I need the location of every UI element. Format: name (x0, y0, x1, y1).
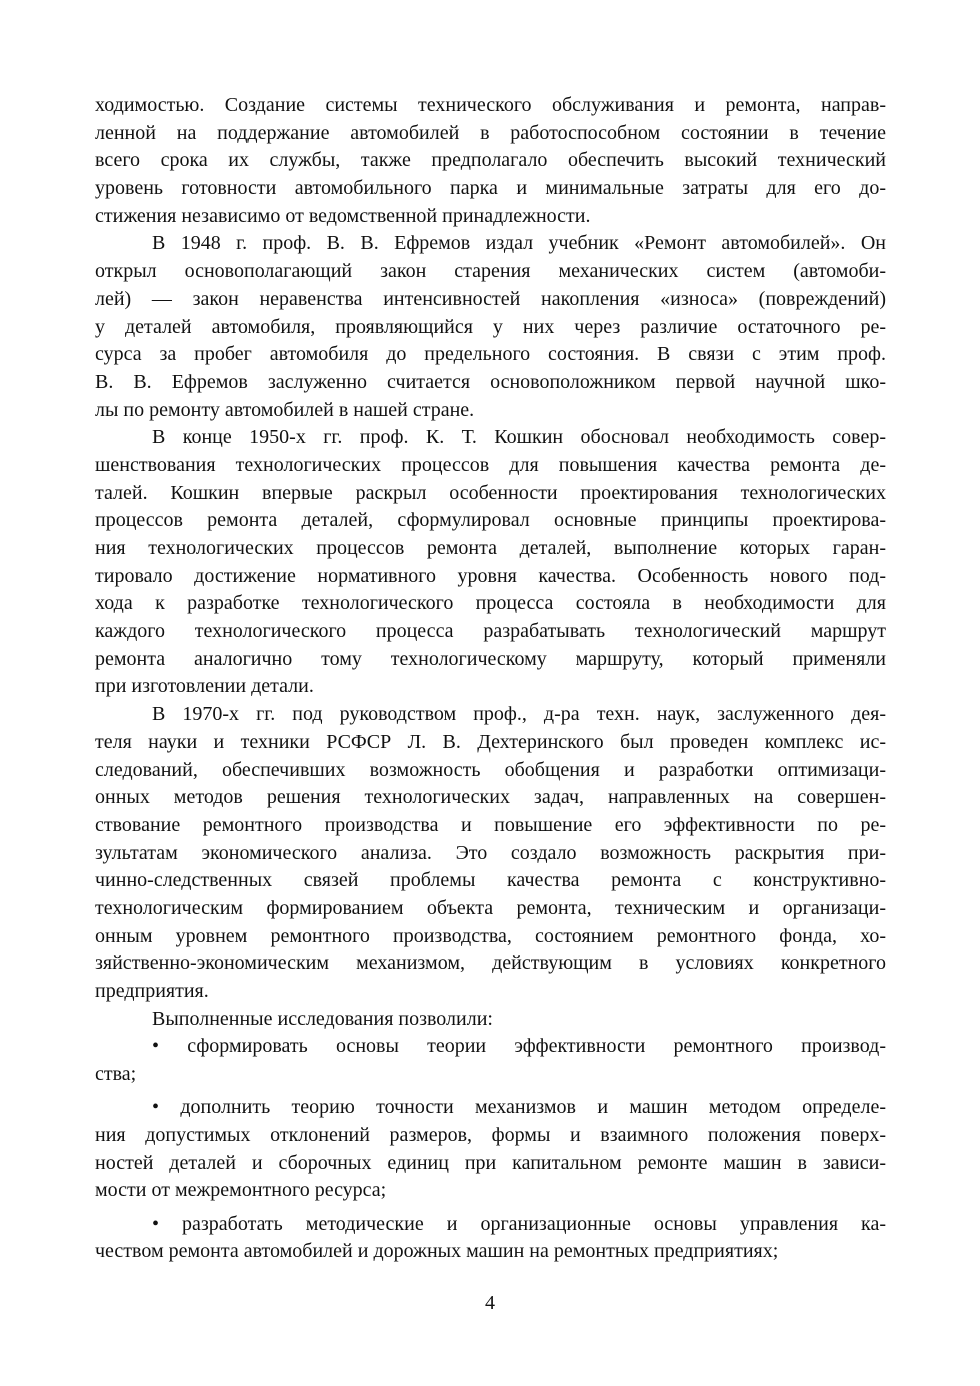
page-number: 4 (485, 1292, 495, 1314)
text-line: ния технологических процессов ремонта деталей, выполнение которых гаран- (95, 537, 886, 559)
text-line: предприятия. (95, 980, 209, 1002)
text-line: технологическим формированием объекта ремонта, техническим и организаци- (95, 896, 886, 919)
paragraph (95, 1211, 886, 1266)
text-line: хода к разработке технологического процесса состояла в необходимости для (95, 592, 886, 615)
text-line: теля науки и техники РСФСР Л. В. Дехтеринского был проведен комплекс ис- (95, 730, 886, 753)
paragraph (95, 1094, 886, 1205)
text-line: Выполненные исследования позволили: (152, 1007, 493, 1030)
text-line: сурса за пробег автомобиля до предельного состояния. В связи с этим проф. (95, 343, 886, 366)
text-line: чинно-следственных связей проблемы качества ремонта с конструктивно- (95, 869, 886, 892)
text-line: у деталей автомобиля, проявляющийся у них через различие остаточного ре- (95, 315, 886, 338)
text-line: • разработать методические и организационные основы управления ка- (152, 1212, 886, 1235)
text-line: ства; (95, 1063, 137, 1086)
text-line: ремонта аналогично тому технологическому маршруту, который применяли (95, 647, 886, 670)
text-line: ностей деталей и сборочных единиц при капитальном ремонте машин в зависи- (95, 1151, 886, 1174)
text-line: чеством ремонта автомобилей и дорожных машин на ремонтных предприятиях; (95, 1240, 779, 1263)
text-line: всего срока их службы, также предполагало обеспечить высокий технический (95, 149, 886, 172)
text-line: ленной на поддержание автомобилей в работоспособном состоянии в течение (95, 121, 886, 144)
text-line: ствование ремонтного производства и повышение его эффективности по ре- (95, 813, 886, 836)
text-line: В конце 1950-х гг. проф. К. Т. Кошкин обосновал необходимость совер- (152, 426, 886, 449)
paragraph (95, 230, 886, 424)
text-line: онным уровнем ремонтного производства, состоянием ремонтного фонда, хо- (95, 924, 886, 947)
text-line: уровень готовности автомобильного парка и минимальные затраты для его до- (95, 177, 886, 200)
paragraph (95, 424, 886, 701)
text-line: лы по ремонту автомобилей в нашей стране. (95, 398, 475, 421)
paragraph (95, 1006, 886, 1034)
text-line: В 1948 г. проф. В. В. Ефремов издал учебник «Ремонт автомобилей». Он (152, 232, 886, 255)
text-line: стижения независимо от ведомственной принадлежности. (95, 204, 591, 227)
text-line: тировало достижение нормативного уровня качества. Особенность нового под- (95, 564, 886, 587)
text-line: В. В. Ефремов заслуженно считается основоположником первой научной шко- (95, 370, 886, 393)
text-line: В 1970-х гг. под руководством проф., д-ра техн. наук, заслуженного дея- (152, 703, 886, 726)
paragraph (95, 92, 886, 230)
text-line: процессов ремонта деталей, сформулировал основные принципы проектирова- (95, 509, 886, 532)
text-line: зультатам экономического анализа. Это создало возможность раскрытия при- (95, 841, 886, 864)
text-line: ния допустимых отклонений размеров, формы и взаимного положения поверх- (95, 1123, 886, 1146)
text-line: талей. Кошкин впервые раскрыл особенности проектирования технологических (95, 481, 886, 504)
text-line: • дополнить теорию точности механизмов и машин методом определе- (152, 1096, 886, 1119)
text-line: каждого технологического процесса разрабатывать технологический маршрут (95, 620, 886, 643)
text-line: следований, обеспечивших возможность обобщения и разработки оптимизаци- (95, 758, 886, 781)
paragraph (95, 701, 886, 1006)
text-line: мости от межремонтного ресурса; (95, 1179, 387, 1202)
text-line: • сформировать основы теории эффективности ремонтного производ- (152, 1035, 886, 1058)
text-line: онных методов решения технологических задач, направленных на совершен- (95, 786, 886, 809)
text-line: ходимостью. Создание системы технического обслуживания и ремонта, направ- (95, 94, 886, 116)
text-line: открыл основополагающий закон старения механических систем (автомоби- (95, 260, 886, 283)
text-line: шенствования технологических процессов для повышения качества ремонта де- (95, 453, 886, 476)
paragraph (95, 1033, 886, 1088)
page-body (95, 92, 886, 1266)
text-line: зяйственно-экономическим механизмом, действующим в условиях конкретного (95, 952, 886, 975)
text-line: лей) — закон неравенства интенсивностей накопления «износа» (повреждений) (95, 287, 886, 310)
text-line: при изготовлении детали. (95, 675, 314, 698)
